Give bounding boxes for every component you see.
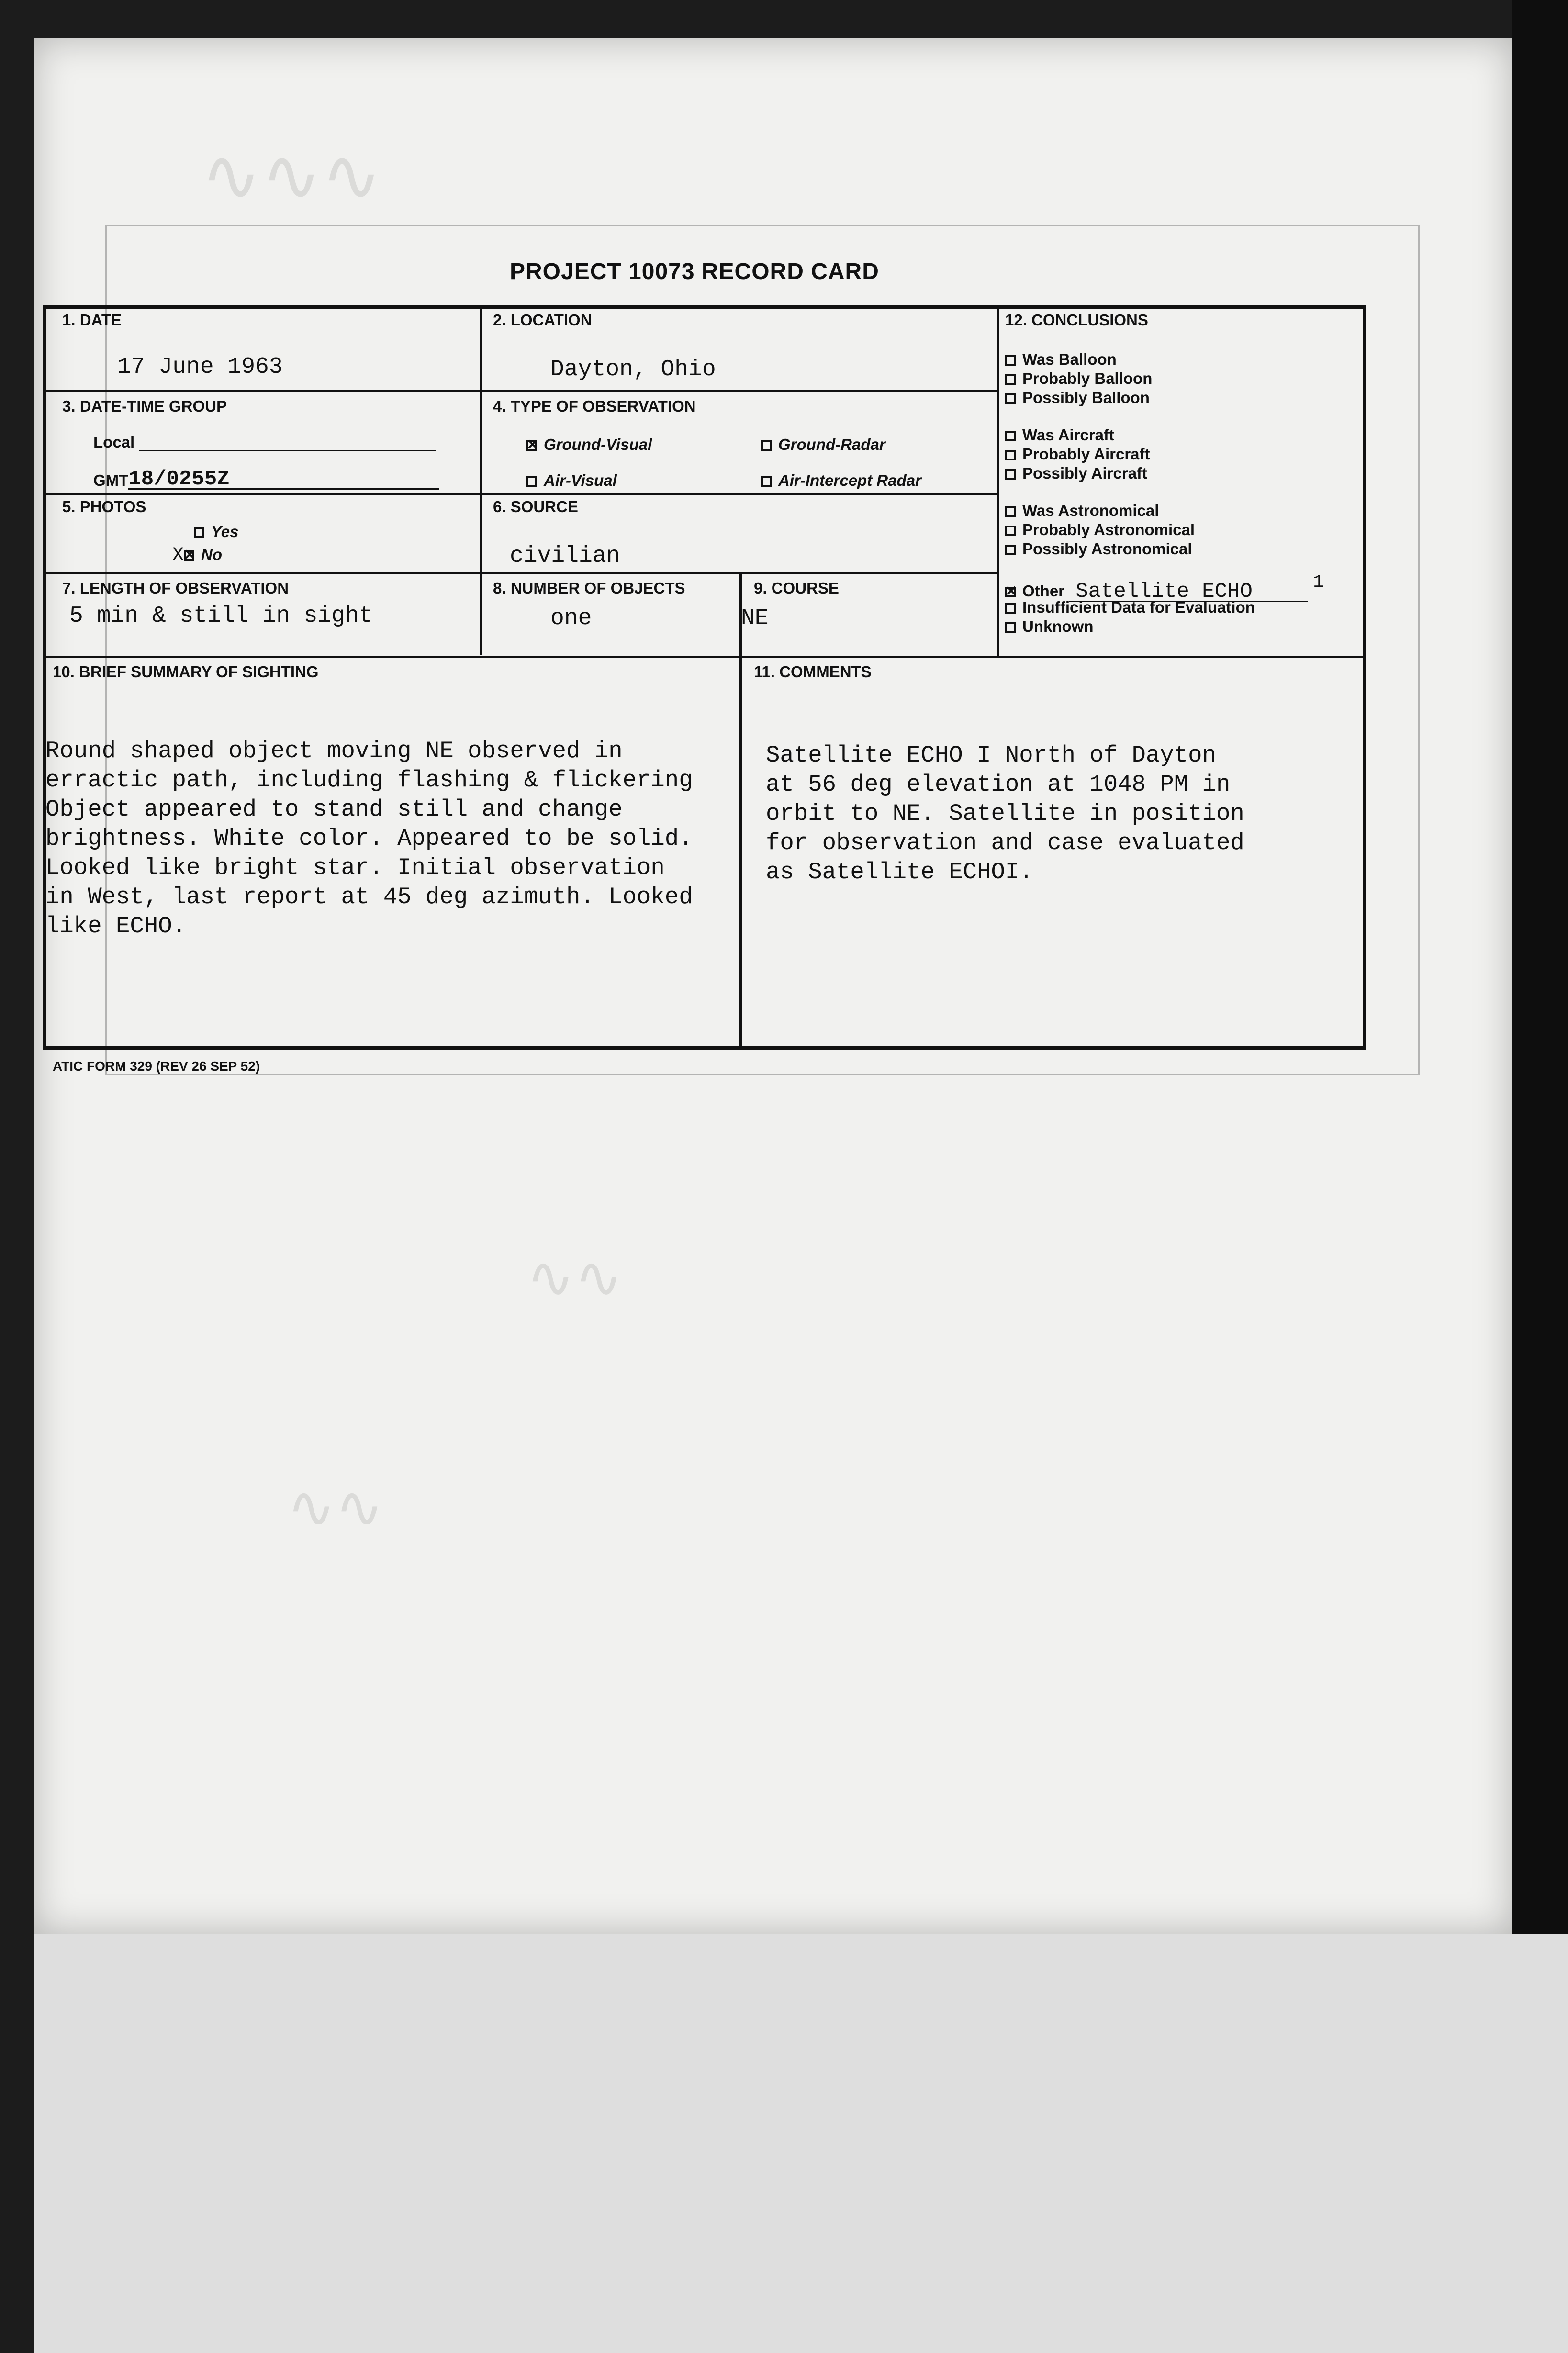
underlying-page <box>34 1934 1568 2353</box>
conclusion-checkbox <box>1005 622 1016 633</box>
conclusion-insufficient-data <box>1005 598 1255 616</box>
scan-edge <box>1512 0 1568 1934</box>
photos-yes-option <box>194 523 239 541</box>
conclusion-unknown <box>1005 617 1093 636</box>
divider <box>739 572 742 1050</box>
form-number: ATIC FORM 329 (REV 26 SEP 52) <box>53 1059 260 1074</box>
conclusion-was-aircraft <box>1005 426 1114 444</box>
conclusion-possibly-aircraft <box>1005 464 1147 482</box>
photos-no-checkbox <box>184 550 194 561</box>
conclusion-text: Possibly Aircraft <box>1022 464 1148 482</box>
summary-text <box>45 707 693 941</box>
source-label: 6. SOURCE <box>493 498 578 515</box>
length-of-observation-label: 7. LENGTH OF OBSERVATION <box>62 579 289 597</box>
divider <box>44 572 998 574</box>
conclusion-text: Was Aircraft <box>1022 426 1114 444</box>
conclusion-other-checkbox <box>1005 587 1016 597</box>
conclusion-text: Probably Astronomical <box>1022 521 1195 538</box>
gmt-label-text: GMT <box>93 471 129 489</box>
comments-line: Satellite ECHO I North of Dayton <box>766 742 1216 769</box>
conclusion-probably-balloon <box>1005 370 1152 388</box>
photos-yes-label: Yes <box>211 523 239 540</box>
conclusion-possibly-balloon <box>1005 389 1150 407</box>
course-label: 9. COURSE <box>754 579 839 597</box>
divider <box>44 493 998 495</box>
conclusion-checkbox <box>1005 603 1016 614</box>
bleed-through-mark: ∿∿ <box>287 1476 384 1539</box>
summary-label: 10. BRIEF SUMMARY OF SIGHTING <box>53 663 319 681</box>
conclusion-text: Unknown <box>1022 617 1094 635</box>
conclusion-text: Possibly Astronomical <box>1022 540 1192 558</box>
air-visual-checkbox <box>526 476 537 487</box>
ground-radar-option <box>761 436 885 454</box>
location-label: 2. LOCATION <box>493 311 592 329</box>
comments-line: as Satellite ECHOI. <box>766 859 1033 885</box>
divider <box>480 306 482 655</box>
conclusion-checkbox <box>1005 545 1016 555</box>
summary-line: brightness. White color. Appeared to be solid. <box>45 825 693 852</box>
conclusion-text: Was Balloon <box>1022 350 1117 368</box>
photos-label: 5. PHOTOS <box>62 498 146 515</box>
conclusion-possibly-astronomical <box>1005 540 1192 558</box>
conclusion-was-balloon <box>1005 350 1117 369</box>
air-intercept-radar-option <box>761 471 921 490</box>
conclusion-probably-astronomical <box>1005 521 1195 539</box>
date-label: 1. DATE <box>62 311 122 329</box>
conclusion-text: Insufficient Data for Evaluation <box>1022 598 1255 616</box>
conclusion-checkbox <box>1005 469 1016 480</box>
conclusion-was-astronomical <box>1005 502 1159 520</box>
conclusion-other-label: Other <box>1022 582 1065 600</box>
conclusions-label: 12. CONCLUSIONS <box>1005 311 1148 329</box>
gmt-label <box>93 464 439 490</box>
location-value: Dayton, Ohio <box>550 357 716 382</box>
local-label <box>93 433 436 451</box>
gmt-field-line <box>128 464 439 490</box>
divider <box>44 390 998 392</box>
summary-line: in West, last report at 45 deg azimuth. Looked <box>45 884 693 910</box>
summary-line: Object appeared to stand still and change <box>45 796 623 823</box>
conclusion-text: Possibly Balloon <box>1022 389 1150 406</box>
ground-visual-option <box>526 436 652 454</box>
summary-line: like ECHO. <box>45 913 187 940</box>
summary-line: erractic path, including flashing & flickering <box>45 767 693 794</box>
air-intercept-radar-label: Air-Intercept Radar <box>778 471 921 489</box>
date-value: 17 June 1963 <box>117 354 283 380</box>
gmt-value: 18/0255Z <box>128 467 230 491</box>
type-of-observation-label: 4. TYPE OF OBSERVATION <box>493 397 696 415</box>
length-of-observation-value: 5 min & still in sight <box>69 603 373 629</box>
conclusion-checkbox <box>1005 526 1016 536</box>
conclusion-text: Probably Aircraft <box>1022 445 1150 463</box>
comments-line: for observation and case evaluated <box>766 829 1244 856</box>
source-value: civilian <box>510 543 620 569</box>
comments-text <box>766 712 1244 887</box>
photos-no-label: No <box>201 546 223 563</box>
ground-visual-checkbox <box>526 440 537 451</box>
photos-no-mark: X <box>172 545 184 566</box>
comments-line: orbit to NE. Satellite in position <box>766 800 1244 827</box>
local-field-line <box>139 450 436 451</box>
comments-label: 11. COMMENTS <box>754 663 872 681</box>
conclusion-checkbox <box>1005 393 1016 404</box>
date-time-group-label: 3. DATE-TIME GROUP <box>62 397 227 415</box>
conclusion-text: Probably Balloon <box>1022 370 1153 387</box>
local-label-text: Local <box>93 433 135 451</box>
course-value: NE <box>741 605 769 631</box>
conclusion-checkbox <box>1005 431 1016 441</box>
conclusion-checkbox <box>1005 506 1016 517</box>
photos-yes-checkbox <box>194 527 204 538</box>
air-intercept-radar-checkbox <box>761 476 772 487</box>
conclusion-checkbox <box>1005 450 1016 460</box>
air-visual-option <box>526 471 617 490</box>
divider <box>44 656 1365 658</box>
summary-line: Round shaped object moving NE observed in <box>45 738 623 764</box>
conclusion-other-value: Satellite ECHO <box>1075 580 1253 604</box>
ground-visual-label: Ground-Visual <box>544 436 652 453</box>
comments-line: at 56 deg elevation at 1048 PM in <box>766 771 1231 798</box>
ground-radar-checkbox <box>761 440 772 451</box>
conclusion-checkbox <box>1005 374 1016 385</box>
card-title: PROJECT 10073 RECORD CARD <box>510 259 879 284</box>
photos-no-option <box>172 545 222 566</box>
divider <box>997 306 999 658</box>
bleed-through-mark: ∿∿ <box>526 1246 623 1310</box>
ground-radar-label: Ground-Radar <box>778 436 885 453</box>
bleed-through-mark: ∿∿∿ <box>201 136 382 216</box>
summary-line: Looked like bright star. Initial observation <box>45 854 665 881</box>
number-of-objects-value: one <box>550 605 592 631</box>
number-of-objects-label: 8. NUMBER OF OBJECTS <box>493 579 685 597</box>
air-visual-label: Air-Visual <box>544 471 617 489</box>
conclusion-other-superscript: 1 <box>1313 572 1324 593</box>
conclusion-checkbox <box>1005 355 1016 366</box>
conclusion-text: Was Astronomical <box>1022 502 1159 519</box>
conclusion-probably-aircraft <box>1005 445 1150 463</box>
